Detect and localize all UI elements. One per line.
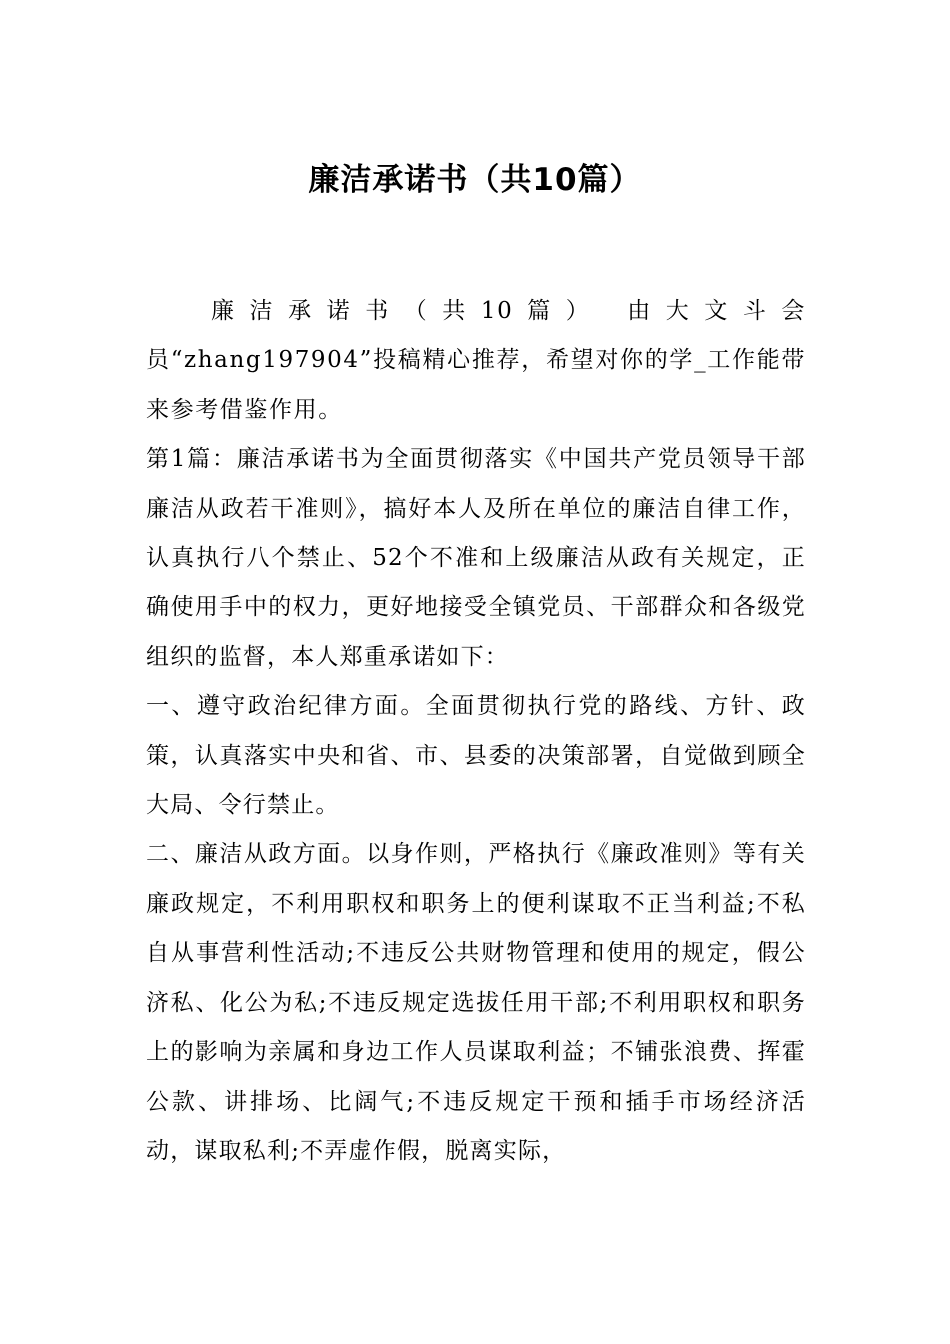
paragraph-chapter-1: 第1篇：廉洁承诺书为全面贯彻落实《中国共产党员领导干部廉洁从政若干准则》，搞好本人及所在单位的廉洁自律工作，认真执行八个禁止、52个不准和上级廉洁从政有关规定，正确使用手中的权力，更好地接受全镇党员、干部群众和各级党组织的监督，本人郑重承诺如下： xyxy=(146,446,806,670)
document-body xyxy=(146,287,806,1176)
document-title: 廉洁承诺书（共10篇） xyxy=(308,162,642,198)
paragraph-clean-governance: 二、廉洁从政方面。以身作则，严格执行《廉政准则》等有关廉政规定，不利用职权和职务上的便利谋取不正当利益;不私自从事营利性活动;不违反公共财物管理和使用的规定，假公济私、化公为私;不违反规定选拔任用干部;不利用职权和职务上的影响为亲属和身边工作人员谋取利益；不铺张浪费、挥霍公款、讲排场、比阔气;不违反规定干预和插手市场经济活动，谋取私利;不弄虚作假，脱离实际， xyxy=(146,841,806,1164)
paragraph-political-discipline: 一、遵守政治纪律方面。全面贯彻执行党的路线、方针、政策，认真落实中央和省、市、县委的决策部署，自觉做到顾全大局、令行禁止。 xyxy=(146,693,806,819)
intro-paragraph: 廉洁承诺书（共10篇） 由大文斗会员“zhang197904”投稿精心推荐，希望对你的学_工作能带来参考借鉴作用。 xyxy=(146,298,806,423)
